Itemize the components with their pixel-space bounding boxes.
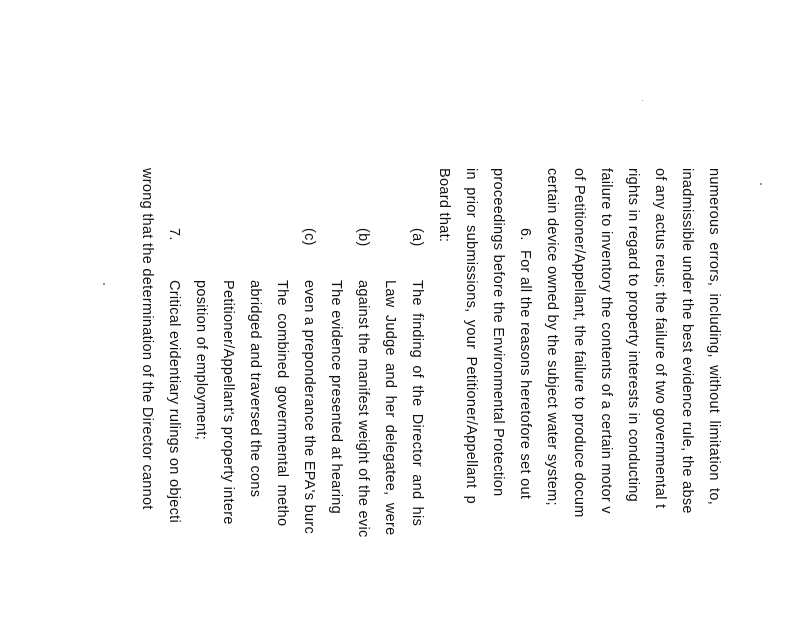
text-line: wrong that the determination of the Director cannot	[139, 168, 155, 510]
text-line: numerous errors, including, without limitation to,	[706, 168, 722, 506]
text-line: of Petitioner/Appellant, the failure to produce docum	[571, 168, 587, 518]
text-line: Petitioner/Appellant's property intere	[220, 280, 236, 525]
text-line: failure to inventory the contents of a certain motor v	[598, 168, 614, 514]
text-line: against the manifest weight of the evic	[355, 280, 371, 538]
list-marker: (b)	[355, 228, 371, 247]
text-line: certain device owned by the subject water system;	[544, 168, 560, 506]
text-line: rights in regard to property interests in conducting	[625, 168, 641, 502]
text-line: Board that:	[436, 168, 452, 243]
text-line: even a preponderance the EPA's burc	[301, 280, 317, 535]
scan-speck	[642, 100, 643, 101]
text-line: Law Judge and her delegatee, were	[382, 280, 398, 536]
text-line: of any actus reus; the failure of two governmental t	[652, 168, 668, 509]
text-line: For all the reasons heretofore set out	[517, 250, 533, 500]
paragraph-number: 7.	[166, 228, 182, 241]
text-line: The finding of the Director and his	[409, 280, 425, 527]
scan-speck	[103, 283, 105, 285]
paragraph-number: 6.	[517, 228, 533, 241]
text-line: abridged and traversed the cons	[247, 280, 263, 498]
list-marker: (a)	[409, 228, 425, 247]
rotated-text-block	[124, 168, 724, 618]
text-line: in prior submissions, your Petitioner/Appellant p	[463, 168, 479, 504]
text-line: position of employment;	[193, 280, 209, 441]
text-line: The evidence presented at hearing	[328, 280, 344, 514]
text-line: proceedings before the Environmental Protection	[490, 168, 506, 497]
list-marker: (c)	[301, 228, 317, 246]
text-line: The combined governmental metho	[274, 280, 290, 527]
text-line: inadmissible under the best evidence rule, the abse	[679, 168, 695, 514]
text-line: Critical evidentiary rulings on objecti	[166, 280, 182, 523]
scan-speck	[760, 183, 762, 185]
